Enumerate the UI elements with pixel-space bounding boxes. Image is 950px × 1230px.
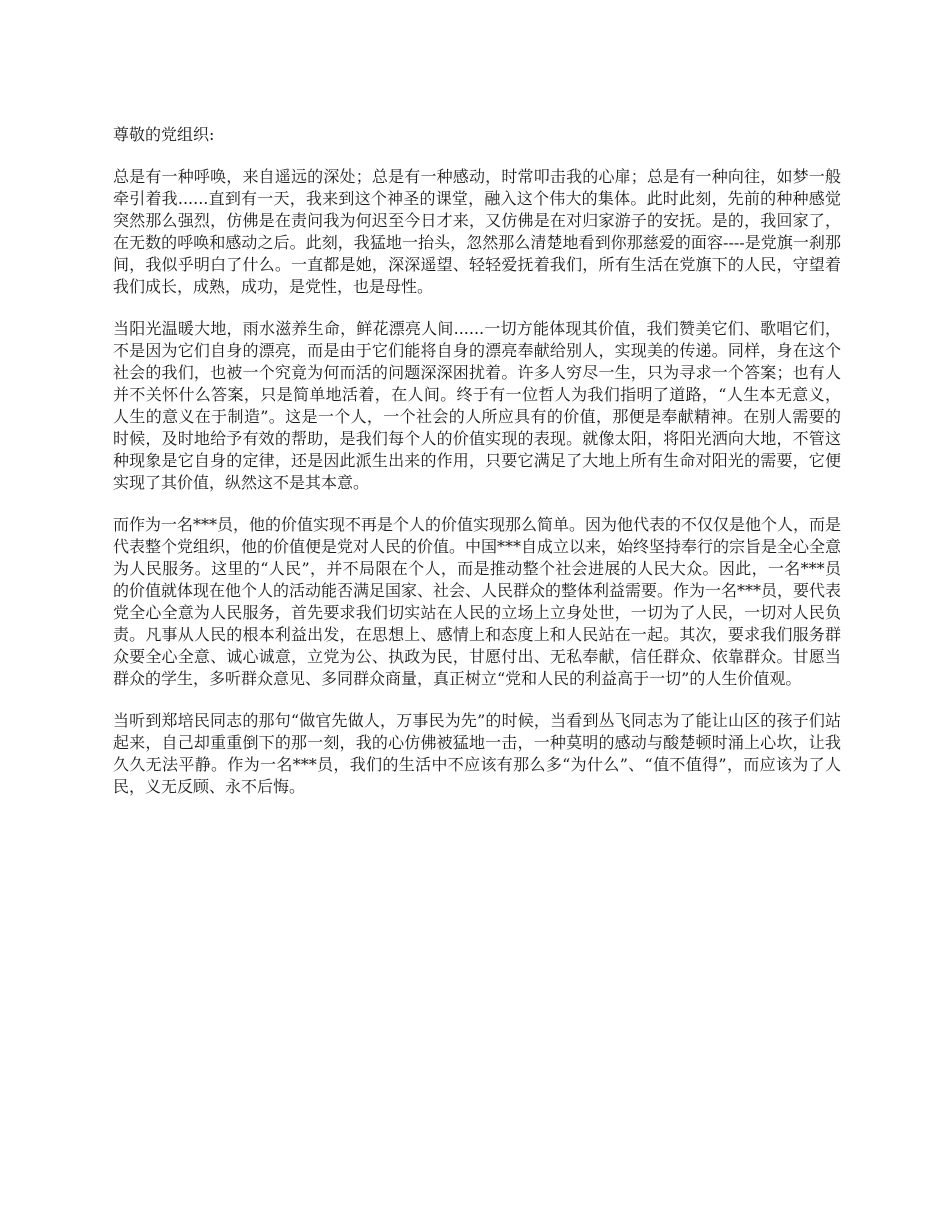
paragraph-4: 当听到郑培民同志的那句“做官先做人，万事民为先”的时候，当看到丛飞同志为了能让山区的孩子们站起来，自己却重重倒下的那一刻，我的心仿佛被猛地一击，一种莫明的感动与酸楚顿时涌上心坎，让我久久无法平静。作为一名***员，我们的生活中不应该有那么多“为什么”、“值不值得”，而应该为了人民，义无反顾、永不后悔。: [113, 711, 841, 796]
paragraph-1: 总是有一种呼唤，来自遥远的深处；总是有一种感动，时常叩击我的心扉；总是有一种向往，如梦一般牵引着我......直到有一天，我来到这个神圣的课堂，融入这个伟大的集体。此时此刻，先前的种种感觉突然那么强烈，仿佛是在责问我为何迟至今日才来，又仿佛是在对归家游子的安抚。是的，我回家了，在无数的呼唤和感动之后。此刻，我猛地一抬头，忽然那么清楚地看到你那慈爱的面容----是党旗一刹那间，我似乎明白了什么。一直都是她，深深遥望、轻轻爱抚着我们，所有生活在党旗下的人民，守望着我们成长，成熟，成功，是党性，也是母性。: [113, 167, 841, 296]
paragraph-3: 而作为一名***员，他的价值实现不再是个人的价值实现那么简单。因为他代表的不仅仅是他个人，而是代表整个党组织，他的价值便是党对人民的价值。中国***自成立以来，始终坚持奉行的宗旨是全心全意为人民服务。这里的“人民”，并不局限在个人，而是推动整个社会进展的人民大众。因此，一名***员的价值就体现在他个人的活动能否满足国家、社会、人民群众的整体利益需要。作为一名***员，要代表党全心全意为人民服务，首先要求我们切实站在人民的立场上立身处世，一切为了人民，一切对人民负责。凡事从人民的根本利益出发，在思想上、感情上和态度上和人民站在一起。其次，要求我们服务群众要全心全意、诚心诚意，立党为公、执政为民，甘愿付出、无私奉献，信任群众、依靠群众。甘愿当群众的学生，多听群众意见、多同群众商量，真正树立“党和人民的利益高于一切”的人生价值观。: [113, 515, 842, 688]
paragraph-2: 当阳光温暖大地，雨水滋养生命，鲜花漂亮人间......一切方能体现其价值，我们赞美它们、歌唱它们，不是因为它们自身的漂亮，而是由于它们能将自身的漂亮奉献给别人，实现美的传递。同样，身在这个社会的我们，也被一个究竟为何而活的问题深深困扰着。许多人穷尽一生，只为寻求一个答案；也有人并不关怀什么答案，只是简单地活着，在人间。终于有一位哲人为我们指明了道路，“人生本无意义，人生的意义在于制造”。这是一个人，一个社会的人所应具有的价值，那便是奉献精神。在别人需要的时候，及时地给予有效的帮助，是我们每个人的价值实现的表现。就像太阳，将阳光洒向大地，不管这种现象是它自身的定律，还是因此派生出来的作用，只要它满足了大地上所有生命对阳光的需要，它便实现了其价值，纵然这不是其本意。: [113, 319, 841, 492]
salutation: 尊敬的党组织:: [113, 125, 215, 144]
document-body: [113, 124, 841, 818]
